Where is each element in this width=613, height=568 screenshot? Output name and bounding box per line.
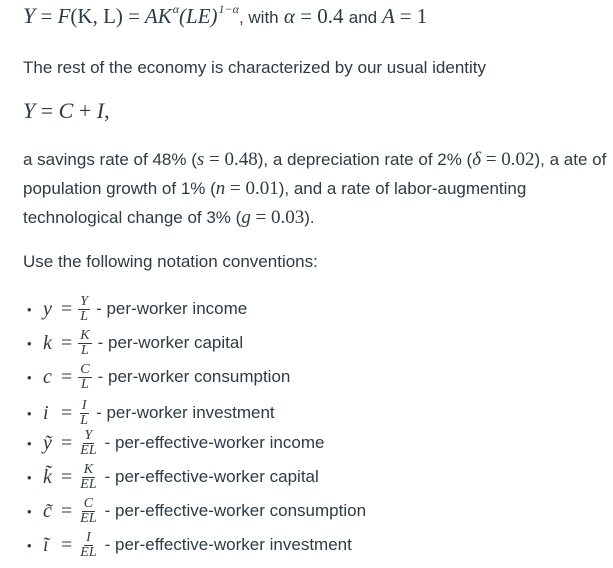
function-args: (K, L)	[70, 4, 123, 28]
equals-sign: =	[61, 533, 73, 556]
list-item	[23, 292, 366, 326]
params-text-5: ).	[304, 208, 315, 227]
notation-description: - per-worker investment	[96, 403, 275, 422]
notation-variable: ĩ	[43, 533, 49, 556]
fraction-numerator: I	[81, 397, 87, 413]
savings-value: 0.48	[224, 149, 258, 170]
one-minus-alpha-exponent: 1−α	[218, 2, 239, 16]
fraction-denominator: EL	[80, 442, 97, 458]
a-value: 1	[416, 4, 428, 28]
population-growth-value: 0.01	[245, 178, 279, 199]
alpha-exponent: α	[172, 2, 180, 16]
list-item	[23, 326, 366, 360]
list-item	[23, 494, 366, 528]
bullet-icon: •	[27, 405, 32, 421]
params-text-2: ), a depreciation rate of 2% (	[257, 150, 473, 169]
depreciation-symbol: δ	[472, 149, 482, 170]
fraction-numerator: C	[83, 495, 94, 511]
notation-fraction	[78, 497, 98, 526]
notation-description: - per-effective-worker income	[104, 433, 325, 452]
notation-description: - per-worker consumption	[97, 367, 291, 386]
equals-sign: =	[61, 499, 73, 522]
identity-i: I	[96, 98, 105, 123]
savings-symbol: s	[196, 149, 205, 170]
plus-sign: +	[78, 98, 92, 123]
notation-variable: ỹ	[43, 431, 52, 454]
notation-variable: c̃	[43, 499, 52, 522]
notation-fraction	[78, 295, 90, 324]
fraction-denominator: L	[81, 342, 89, 358]
equals-sign: =	[255, 207, 267, 228]
equals-sign: =	[40, 4, 53, 28]
fraction-numerator: K	[80, 327, 90, 343]
a-symbol: A	[382, 4, 395, 28]
fraction-denominator: EL	[80, 544, 97, 560]
tech-growth-value: 0.03	[271, 207, 305, 228]
equals-sign: =	[61, 365, 73, 388]
equals-sign: =	[230, 178, 241, 199]
bullet-icon: •	[27, 503, 32, 519]
equals-sign: =	[399, 4, 412, 28]
params-text-4: ), and a rate of labor-augmenting technological change of 3% (	[23, 179, 527, 227]
with-text: , with	[238, 8, 279, 27]
notation-fraction	[78, 463, 98, 492]
list-item	[23, 396, 366, 430]
equals-sign: =	[40, 98, 54, 123]
equals-sign: =	[61, 431, 73, 454]
function-name: F	[57, 4, 71, 28]
notation-variable: k	[43, 331, 52, 354]
notation-variable: i	[43, 401, 49, 424]
equals-sign: =	[300, 4, 312, 28]
notation-description: - per-worker income	[96, 299, 248, 318]
fraction-numerator: I	[86, 529, 91, 545]
bullet-icon: •	[27, 335, 32, 351]
fraction-denominator: L	[81, 376, 89, 392]
identity-c: C	[58, 98, 74, 123]
fraction-denominator: L	[80, 412, 89, 428]
list-item	[23, 426, 366, 460]
notation-fraction	[78, 399, 90, 428]
list-item	[23, 528, 366, 562]
alpha-symbol: α	[283, 4, 295, 28]
notation-fraction	[78, 429, 98, 458]
bullet-icon: •	[27, 435, 32, 451]
notation-description: - per-effective-worker consumption	[104, 501, 367, 520]
equals-sign: =	[128, 4, 140, 28]
fraction-numerator: Y	[80, 293, 89, 309]
params-text-1: a savings rate of 48% (	[23, 150, 197, 169]
output-symbol: Y	[23, 3, 36, 28]
equals-sign: =	[61, 331, 73, 354]
bullet-icon: •	[27, 469, 32, 485]
notation-description: - per-effective-worker investment	[104, 535, 352, 554]
fraction-numerator: Y	[84, 427, 93, 443]
bullet-icon: •	[27, 537, 32, 553]
params-text-3: ), a ate of population growth of 1% (	[23, 150, 607, 198]
parameters-paragraph	[23, 145, 608, 232]
alpha-value: 0.4	[317, 4, 344, 28]
notation-variable: c	[43, 365, 52, 388]
equals-sign: =	[209, 149, 220, 170]
equals-sign: =	[61, 465, 73, 488]
equals-sign: =	[485, 149, 497, 170]
fraction-denominator: EL	[80, 510, 97, 526]
notation-fraction	[78, 329, 91, 358]
depreciation-value: 0.02	[501, 149, 535, 170]
list-item	[23, 460, 366, 494]
notation-description: - per-effective-worker capital	[104, 467, 319, 486]
fraction-numerator: C	[80, 361, 90, 377]
identity-equation	[23, 98, 110, 124]
comma: ,	[104, 98, 110, 123]
rhs-main: AK	[144, 4, 172, 28]
tech-growth-symbol: g	[241, 207, 251, 228]
identity-y: Y	[23, 98, 36, 123]
production-function-line	[23, 3, 427, 29]
intro-paragraph: The rest of the economy is characterized by our usual identity	[23, 58, 487, 77]
rhs-paren: (LE)	[179, 4, 218, 28]
fraction-denominator: L	[80, 308, 89, 324]
bullet-icon: •	[27, 369, 32, 385]
bullet-icon: •	[27, 301, 32, 317]
notation-fraction	[78, 531, 98, 560]
fraction-denominator: EL	[80, 476, 97, 492]
notation-list	[23, 292, 366, 562]
notation-fraction	[78, 363, 91, 392]
notation-variable: y	[43, 297, 52, 320]
fraction-numerator: K	[83, 461, 94, 477]
notation-variable: k̃	[43, 465, 52, 488]
equals-sign: =	[61, 297, 73, 320]
list-item	[23, 360, 366, 394]
and-text: and	[348, 8, 378, 27]
population-growth-symbol: n	[215, 178, 226, 199]
notation-description: - per-worker capital	[97, 333, 244, 352]
equals-sign: =	[61, 401, 73, 424]
notation-intro: Use the following notation conventions:	[23, 252, 318, 271]
